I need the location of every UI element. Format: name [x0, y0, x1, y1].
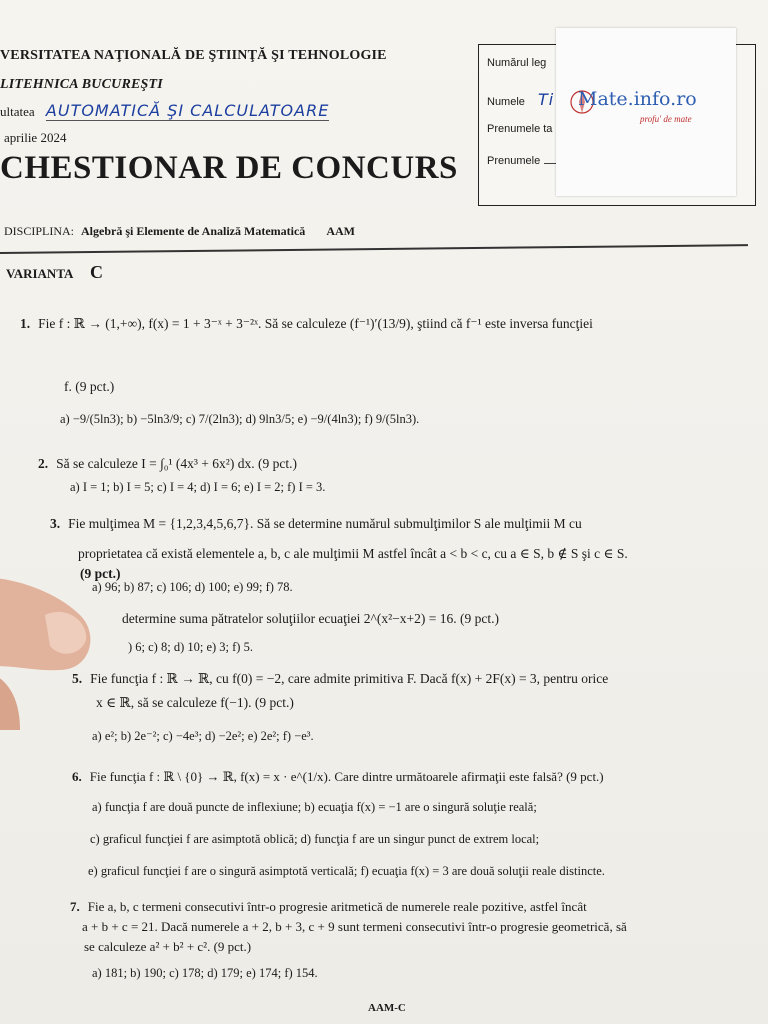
question-5-answers: a) e²; b) 2e⁻²; c) −4e³; d) −2e²; e) 2e²; f) −e³. — [92, 729, 314, 743]
question-text: Fie a, b, c termeni consecutivi într-o progresie aritmetică de numerele reale pozitive, astfel încât — [87, 899, 587, 914]
question-3-answers: a) 96; b) 87; c) 106; d) 100; e) 99; f) 78. — [92, 580, 293, 594]
question-7-cont: a + b + c = 21. Dacă numerele a + 2, b + 3, c + 9 sunt termeni consecutivi într-o progresie geometrică, să — [82, 919, 627, 934]
question-text: Să se calculeze I = ∫₀¹ (4x³ + 6x²) dx. (9 pct.) — [56, 456, 297, 471]
page-title: CHESTIONAR DE CONCURS — [0, 150, 458, 186]
question-1-answers: a) −9/(5ln3); b) −5ln3/9; c) 7/(2ln3); d) 9ln3/5; e) −9/(4ln3); f) 9/(5ln3). — [60, 412, 420, 426]
question-5 — [72, 670, 762, 688]
question-5-cont: x ∈ ℝ, să se calculeze f(−1). (9 pct.) — [96, 695, 294, 710]
question-number: 1. — [20, 316, 31, 331]
question-number: 2. — [38, 456, 49, 471]
question-3-points: (9 pct.) — [80, 566, 121, 581]
university-name-line2: LITEHNICA BUCUREŞTI — [0, 77, 163, 92]
logo-tagline: profu' de mate — [640, 114, 692, 124]
question-6-answer-ef: e) graficul funcţiei f are o singură asimptotă verticală; f) ecuaţia f(x) = 3 are două soluţii reale distincte. — [88, 864, 605, 878]
finger-photo-occlusion — [0, 560, 130, 730]
question-4-answers: ) 6; c) 8; d) 10; e) 3; f) 5. — [128, 640, 253, 654]
faculty-row — [0, 101, 329, 120]
question-6-answer-cd: c) graficul funcţiei f are asimptotă oblică; d) funcţia f are un singur punct de extrem local; — [90, 832, 540, 846]
question-number: 5. — [72, 671, 83, 686]
question-1 — [20, 315, 760, 333]
question-2-answers: a) I = 1; b) I = 5; c) I = 4; d) I = 6; e) I = 2; f) I = 3. — [70, 480, 326, 494]
question-text: Fie funcţia f : ℝ → ℝ, cu f(0) = −2, care admite primitiva F. Dacă f(x) + 2F(x) = 3, pentru orice — [90, 671, 609, 686]
question-3-cont: proprietatea că există elementele a, b, c ale mulţimii M astfel încât a < b < c, cu a ∈ S, b ∉ S şi c ∈ S. — [78, 546, 628, 561]
question-3 — [50, 515, 750, 533]
variant-label: VARIANTA — [6, 266, 73, 281]
question-4: determine suma pătratelor soluţiilor ecuaţiei 2^(x²−x+2) = 16. (9 pct.) — [122, 611, 499, 626]
watermark-logo — [560, 84, 730, 134]
id-row-first-name: Prenumele — [487, 155, 584, 167]
id-name-handwritten: Ti — [537, 90, 555, 109]
id-row-father-name: Prenumele ta — [487, 123, 553, 135]
variant-row — [6, 262, 103, 283]
question-text: Fie funcţia f : ℝ \ {0} → ℝ, f(x) = x · e^(1/x). Care dintre următoarele afirmaţii este falsă? (9 pct.) — [89, 769, 604, 784]
question-2 — [38, 455, 297, 473]
header-divider — [0, 244, 748, 254]
id-row-name: Numele Ti — [487, 90, 555, 109]
question-number: 7. — [70, 899, 80, 914]
question-7-cont2: se calculeze a² + b² + c². (9 pct.) — [84, 939, 252, 954]
question-number: 3. — [50, 516, 61, 531]
logo-brand: Mate.info.ro — [578, 88, 697, 110]
faculty-handwritten: AUTOMATICĂ ŞI CALCULATOARE — [45, 101, 330, 120]
university-name-line1: VERSITATEA NAŢIONALĂ DE ŞTIINŢĂ ŞI TEHNOLOGIE — [0, 48, 387, 63]
discipline-value: Algebră şi Elemente de Analiză Matematică — [81, 224, 306, 238]
faculty-label: ultatea — [0, 104, 35, 119]
discipline-row — [4, 224, 355, 239]
question-6-answer-ab: a) funcţia f are două puncte de inflexiune; b) ecuaţia f(x) = −1 are o singură soluţie reală; — [92, 800, 537, 814]
id-row-number: Numărul leg — [487, 57, 547, 69]
question-6 — [72, 768, 762, 786]
question-1-cont: f. (9 pct.) — [64, 379, 115, 394]
question-7 — [70, 898, 760, 916]
question-7-answers: a) 181; b) 190; c) 178; d) 179; e) 174; f) 154. — [92, 966, 318, 980]
variant-value: C — [89, 262, 103, 282]
discipline-label: DISCIPLINA: — [4, 224, 75, 238]
question-text: Fie mulţimea M = {1,2,3,4,5,6,7}. Să se determine numărul submulţimilor S ale mulţimii M cu — [68, 516, 582, 531]
exam-date: aprilie 2024 — [4, 130, 67, 145]
question-text: Fie f : ℝ → (1,+∞), f(x) = 1 + 3⁻ˣ + 3⁻²ˣ. Să se calculeze (f⁻¹)′(13/9), ştiind că f⁻¹ este inversa funcţiei — [38, 316, 593, 331]
question-number: 6. — [72, 769, 82, 784]
page-footer: AAM-C — [368, 1002, 406, 1014]
discipline-code: AAM — [326, 224, 355, 238]
